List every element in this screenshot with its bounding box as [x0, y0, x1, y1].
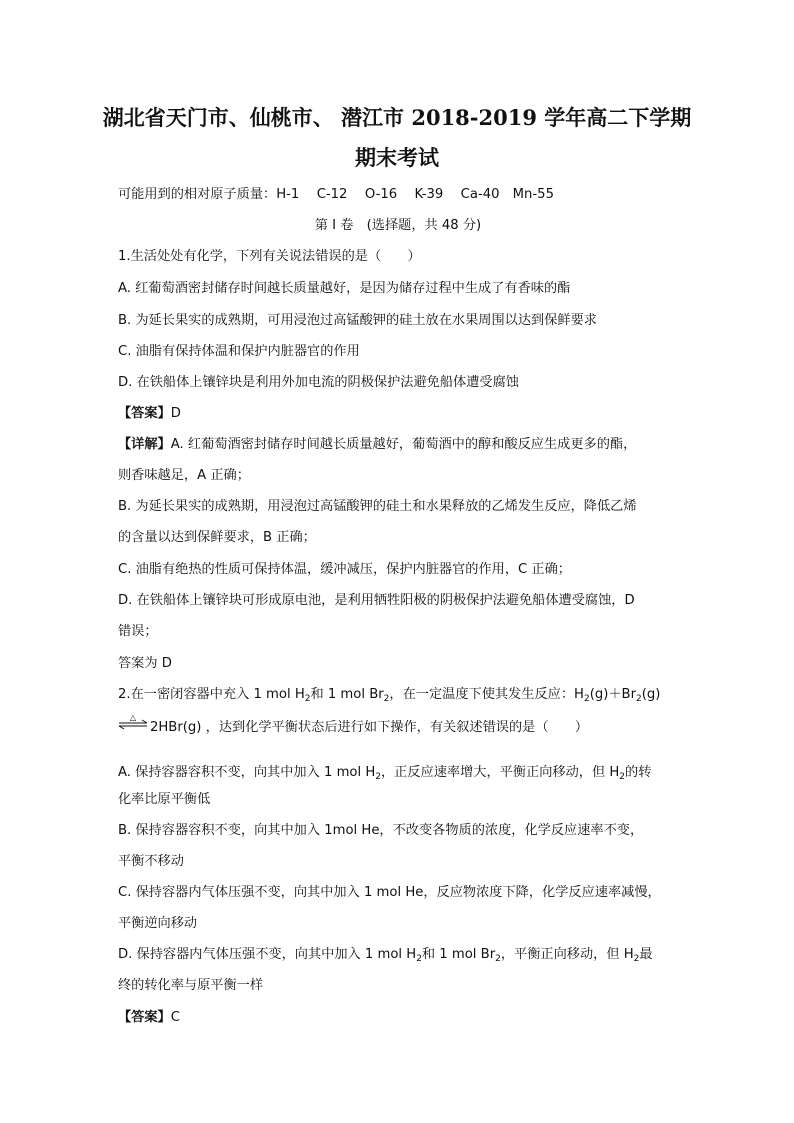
subscript: 2 — [633, 954, 640, 964]
q1-answer — [118, 405, 678, 423]
subscript: 2 — [375, 772, 381, 782]
q1-explain-b-line2: 的含量以达到保鲜要求，B 正确； — [118, 530, 316, 545]
subscript: 2 — [383, 694, 390, 704]
subscript: 2 — [495, 954, 501, 964]
subscript: 2 — [583, 694, 590, 704]
q1-explain-label: 【详解】 — [118, 437, 171, 452]
equilibrium-arrow-icon — [118, 714, 148, 732]
q2-option-c-line2: 平衡逆向移动 — [118, 916, 198, 931]
q1-explain-a-line2: 则香味越足，A 正确； — [118, 468, 250, 483]
q2-option-d-line2: 终的转化率与原平衡一样 — [118, 978, 264, 993]
q2-option-a-line2: 化率比原平衡低 — [118, 792, 211, 807]
subscript: 2 — [636, 694, 642, 704]
q2-answer-label: 【答案】 — [118, 1010, 171, 1025]
subscript: 2 — [416, 954, 422, 964]
q2-d-part: 最 — [639, 947, 653, 962]
q2-stem-part: 2.在一密闭容器中充入 1 mol H — [118, 687, 305, 702]
q2-answer — [118, 1009, 678, 1027]
q1-option-d: D. 在铁船体上镶锌块是利用外加电流的阴极保护法避免船体遭受腐蚀 — [118, 375, 519, 390]
q1-explain-a-text: A. 红葡萄酒密封储存时间越长质量越好，葡萄酒中的醇和酸反应生成更多的酯， — [170, 437, 637, 452]
q1-stem: 1.生活处处有化学，下列有关说法错误的是（ ） — [118, 249, 421, 264]
q1-answer-label: 【答案】 — [118, 406, 171, 421]
q2-stem-part: ，在一定温度下使其发生反应：H — [389, 687, 584, 702]
q2-d-part: ，平衡正向移动，但 H — [500, 947, 634, 962]
q1-explain-a-line1 — [118, 436, 678, 454]
title-line-1: 湖北省天门市、仙桃市、 潜江市 2018-2019 学年高二下学期 — [102, 105, 692, 130]
q1-explain-b-line1: B. 为延长果实的成熟期，用浸泡过高锰酸钾的硅土和水果释放的乙烯发生反应，降低乙烯 — [118, 499, 637, 514]
q1-final-answer: 答案为 D — [118, 656, 172, 671]
q2-a-part: ，正反应速率增大，平衡正向移动，但 H — [381, 765, 620, 780]
q1-explain-c: C. 油脂有绝热的性质可保持体温，缓冲减压，保护内脏器官的作用，C 正确； — [118, 562, 571, 577]
q2-option-c-line1: C. 保持容器内气体压强不变，向其中加入 1 mol He，反应物浓度下降，化学反应速率减慢， — [118, 885, 661, 900]
q1-option-b: B. 为延长果实的成熟期，可用浸泡过高锰酸钾的硅土放在水果周围以达到保鲜要求 — [118, 313, 597, 328]
q2-stem-part: (g) — [641, 687, 661, 702]
q1-option-a: A. 红葡萄酒密封储存时间越长质量越好，是因为储存过程中生成了有香味的酯 — [118, 281, 571, 296]
title-line-2: 期末考试 — [355, 145, 439, 170]
q2-option-a-line1 — [118, 764, 678, 782]
q2-answer-value: C — [170, 1010, 180, 1025]
q2-a-part: A. 保持容器容积不变，向其中加入 1 mol H — [118, 765, 376, 780]
q1-answer-value: D — [170, 406, 181, 421]
q2-stem-text: 2HBr(g) ，达到化学平衡状态后进行如下操作，有关叙述错误的是（ ） — [150, 720, 589, 735]
q1-explain-d-line1: D. 在铁船体上镶锌块可形成原电池，是利用牺牲阳极的阴极保护法避免船体遭受腐蚀，D — [118, 593, 635, 608]
q2-stem-part: 和 1 mol Br — [310, 687, 384, 702]
subscript: 2 — [304, 694, 311, 704]
subscript: 2 — [619, 772, 626, 782]
q2-d-part: 和 1 mol Br — [421, 947, 496, 962]
q1-explain-d-line2: 错误； — [118, 624, 158, 639]
section-heading: 第 I 卷 (选择题，共 48 分) — [314, 218, 482, 233]
heat-symbol: △ — [129, 714, 137, 722]
q2-d-part: D. 保持容器内气体压强不变，向其中加入 1 mol H — [118, 947, 417, 962]
q2-stem-line2 — [118, 714, 678, 737]
q2-option-b-line1: B. 保持容器容积不变，向其中加入 1mol He，不改变各物质的浓度，化学反应速率不变， — [118, 823, 644, 838]
q2-stem-part: (g)＋Br — [589, 687, 637, 702]
q2-option-d-line1 — [118, 946, 678, 964]
q1-option-c: C. 油脂有保持体温和保护内脏器官的作用 — [118, 344, 360, 359]
q2-option-b-line2: 平衡不移动 — [118, 854, 184, 869]
q2-a-part: 的转 — [625, 765, 652, 780]
atomic-mass-line: 可能用到的相对原子质量：H-1 C-12 O-16 K-39 Ca-40 Mn-55 — [118, 187, 554, 202]
q2-stem-line1 — [118, 686, 678, 704]
